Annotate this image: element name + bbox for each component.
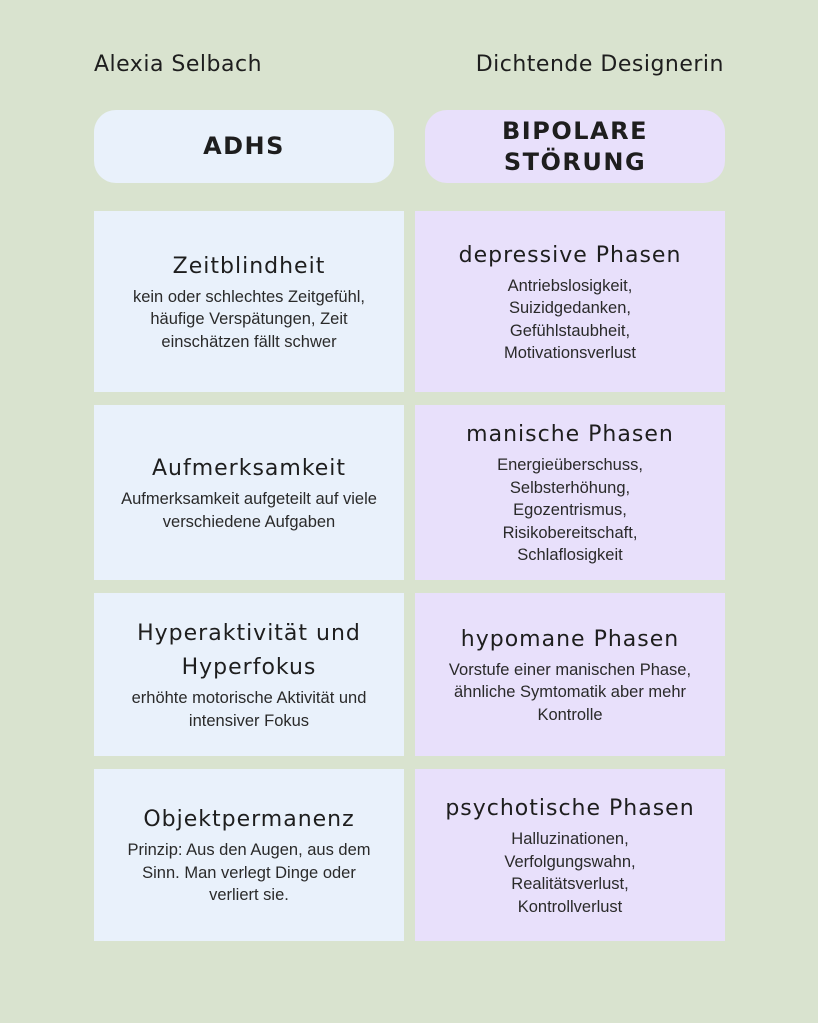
card-psychotische-phasen (415, 769, 725, 941)
card-aufmerksamkeit (94, 405, 404, 580)
card-hypomane-phasen (415, 593, 725, 756)
card-title: Aufmerksamkeit (151, 456, 347, 481)
card-title: manische Phasen (466, 422, 674, 448)
card-text: Aufmerksamkeit aufgeteilt auf viele verschiedene Aufgaben (121, 490, 377, 531)
card-text: kein oder schlechtes Zeitgefühl, häufige Verspätungen, Zeit einschätzen fällt schwer (132, 287, 366, 351)
card-hyperaktivitaet (94, 593, 404, 756)
card-text: erhöhte motorische Aktivität und intensiver Fokus (131, 689, 367, 730)
card-title: depressive Phasen (458, 242, 682, 268)
card-text: Prinzip: Aus den Augen, aus dem Sinn. Man verlegt Dinge oder verliert sie. (127, 841, 371, 905)
card-depressive-phasen (415, 211, 725, 392)
card-title: Objektpermanenz (143, 807, 355, 833)
card-objektpermanenz (94, 769, 404, 941)
column-header-bipolar: BIPOLARE STÖRUNG (425, 110, 725, 183)
column-header-adhs: ADHS (94, 110, 394, 183)
author-role: Dichtende Designerin (475, 52, 724, 77)
card-title: hypomane Phasen (460, 626, 680, 652)
card-text: Energieüberschuss, Selbsterhöhung, Egozentrismus, Risikobereitschaft, Schlaflosigkeit (497, 456, 643, 565)
card-title: Zeitblindheit (172, 253, 326, 279)
card-text: Vorstufe einer manischen Phase, ähnliche Symtomatik aber mehr Kontrolle (448, 660, 692, 724)
card-manische-phasen (415, 405, 725, 580)
card-text: Antriebslosigkeit, Suizidgedanken, Gefühlstaubheit, Motivationsverlust (503, 276, 637, 362)
author-name: Alexia Selbach (94, 52, 263, 77)
card-zeitblindheit (94, 211, 404, 392)
card-title: Hyperaktivität und Hyperfokus (137, 621, 361, 680)
card-text: Halluzinationen, Verfolgungswahn, Realitätsverlust, Kontrollverlust (504, 830, 636, 916)
card-title: psychotische Phasen (445, 796, 695, 821)
